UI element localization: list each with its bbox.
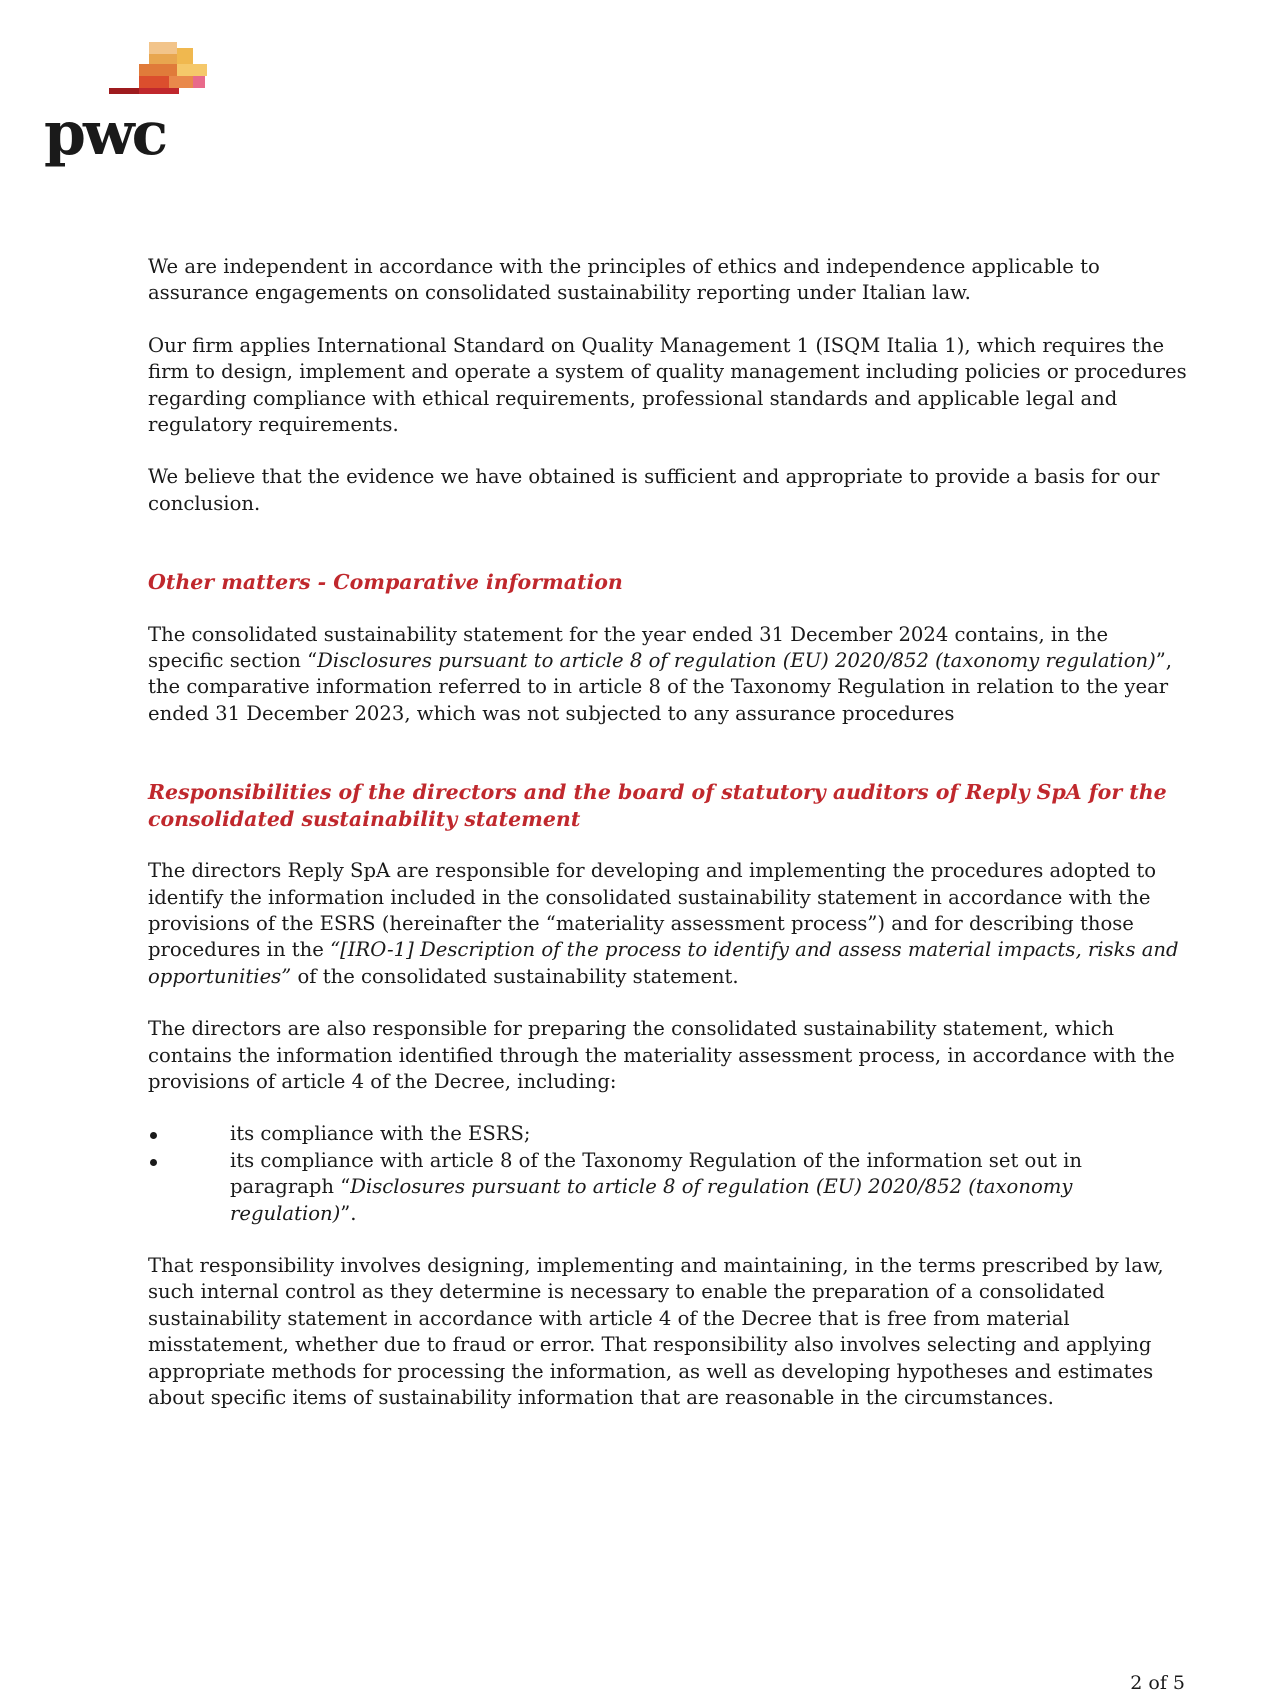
bullet-icon xyxy=(150,1159,157,1166)
paragraph-comparative-info xyxy=(148,622,1188,728)
paragraph-evidence: We believe that the evidence we have obtained is sufficient and appropriate to provide a basis for our conclusion. xyxy=(148,465,1160,515)
heading-responsibilities: Responsibilities of the directors and the board of statutory auditors of Reply SpA for the consolidated sustainability statement xyxy=(148,780,1167,831)
paragraph-independence: We are independent in accordance with the principles of ethics and independence applicable to assurance engagements on consolidated sustainability reporting under Italian law. xyxy=(148,255,1100,305)
italic-reference: Disclosures pursuant to article 8 of regulation (EU) 2020/852 (taxonomy regulation) xyxy=(230,1175,1073,1225)
italic-reference: Disclosures pursuant to article 8 of regulation (EU) 2020/852 (taxonomy regulation) xyxy=(317,649,1156,673)
bullet-icon xyxy=(150,1132,157,1139)
text-span: The directors Reply SpA are responsible for developing and implementing the procedures adopted to identify the information included in the consolidated sustainability statement in accordance with the provisions of the ESRS (hereinafter the “materiality assessment process”) and for describing those procedures in the xyxy=(148,859,1157,962)
paragraph-directors-preparation: The directors are also responsible for preparing the consolidated sustainability statement, which contains the information identified through the materiality assessment process, in accordance with the provisions of article 4 of the Decree, including: xyxy=(148,1017,1175,1093)
document-body xyxy=(148,254,1188,1437)
bullet-list xyxy=(148,1121,1188,1227)
text-span: its compliance with the ESRS; xyxy=(230,1122,531,1146)
list-item xyxy=(148,1148,1188,1227)
paragraph-isqm: Our firm applies International Standard on Quality Management 1 (ISQM Italia 1), which requires the firm to design, implement and operate a system of quality management including policies or procedures regarding compliance with ethical requirements, professional standards and applicable legal and regulatory requirements. xyxy=(148,333,1187,437)
pwc-logo xyxy=(44,42,214,172)
page-number: 2 of 5 xyxy=(1130,1672,1185,1694)
text-span: its compliance with article 8 of the Taxonomy Regulation of the information set out in paragraph “ xyxy=(230,1148,1082,1199)
list-item xyxy=(148,1121,1188,1147)
italic-reference: “[IRO-1] Description of the process to identify and assess material impacts, risks and opportunities” xyxy=(148,938,1179,988)
pwc-wordmark: pwc xyxy=(44,99,166,169)
text-span: of the consolidated sustainability statement. xyxy=(291,964,739,988)
text-span: ”, the comparative information referred to in article 8 of the Taxonomy Regulation in relation to the year ended 31 December 2023, which was not subjected to any assurance procedures xyxy=(148,649,1172,725)
heading-other-matters: Other matters - Comparative information xyxy=(148,570,623,595)
paragraph-directors-procedures xyxy=(148,858,1188,990)
text-span: ”. xyxy=(340,1201,357,1225)
text-span: The consolidated sustainability statement for the year ended 31 December 2024 contains, in the specific section “ xyxy=(148,622,1109,673)
paragraph-internal-control: That responsibility involves designing, implementing and maintaining, in the terms prescribed by law, such internal control as they determine is necessary to enable the preparation of a consolidated sustainability statement in accordance with article 4 of the Decree that is free from material misstatement, whether due to fraud or error. That responsibility also involves selecting and applying appropriate methods for processing the information, as well as developing hypotheses and estimates about specific items of sustainability information that are reasonable in the circumstances. xyxy=(148,1253,1164,1409)
